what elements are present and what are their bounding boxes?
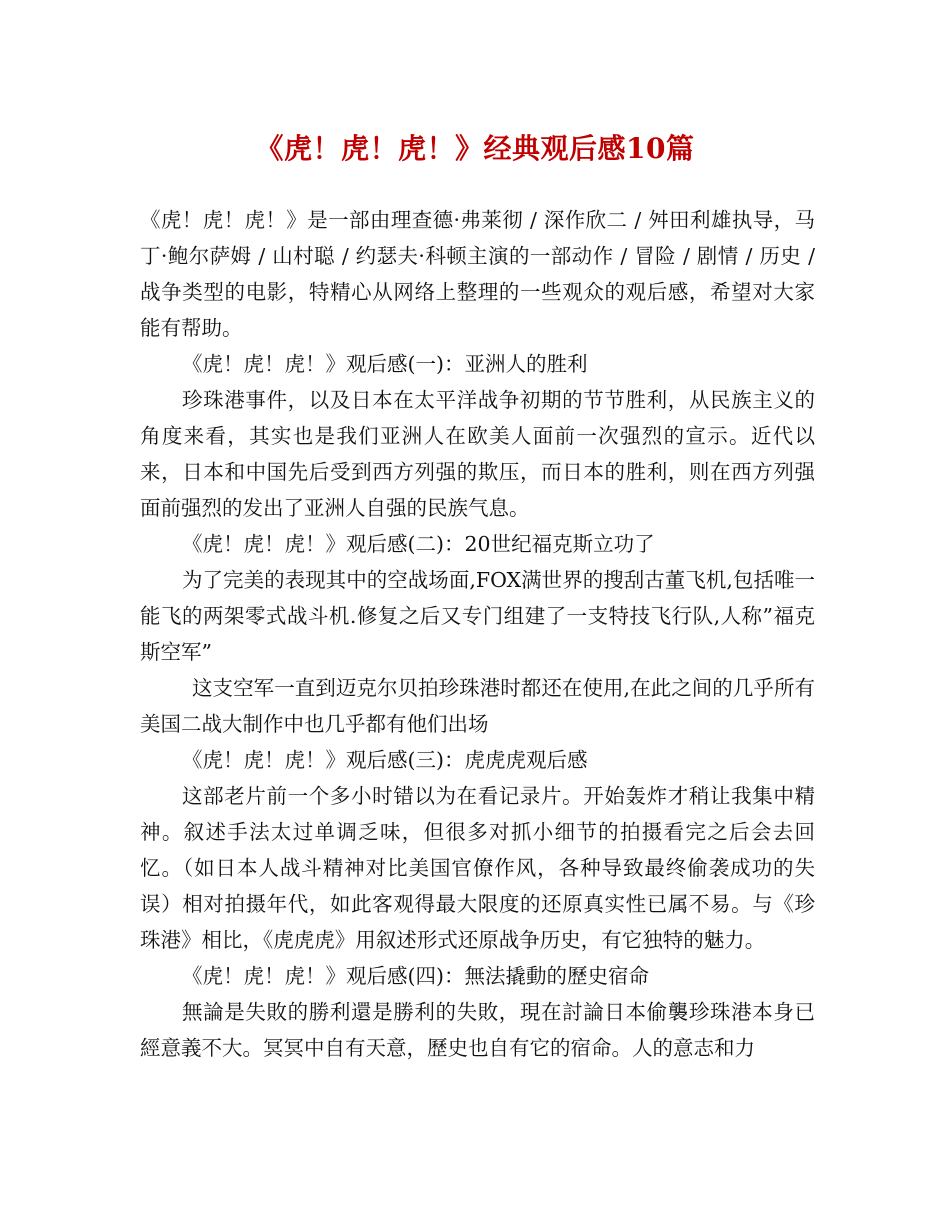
section-heading-3: 《虎！虎！虎！》观后感(三)：虎虎虎观后感	[182, 748, 588, 772]
document-body	[140, 202, 815, 1066]
section-heading-1: 《虎！虎！虎！》观后感(一)：亚洲人的胜利	[182, 352, 588, 376]
intro-paragraph: 《虎！虎！虎！》是一部由理查德·弗莱彻 / 深作欣二 / 舛田利雄执导，马丁·鲍尔萨姆 / 山村聪 / 约瑟夫·科顿主演的一部动作 / 冒险 / 剧情 / 历史 / 战争类型的电影，特精心从网络上整理的一些观众的观后感，希望对大家能有帮助。	[140, 208, 815, 340]
section-heading-4: 《虎！虎！虎！》观后感(四)：無法撬動的歷史宿命	[182, 964, 649, 988]
body-paragraph-4: 無論是失敗的勝利還是勝利的失敗，現在討論日本偷襲珍珠港本身已經意義不大。冥冥中自有天意，歷史也自有它的宿命。人的意志和力	[140, 1000, 815, 1060]
section-heading-2: 《虎！虎！虎！》观后感(二)：20世纪福克斯立功了	[182, 532, 655, 556]
document-title: 《虎！虎！虎！》经典观后感10篇	[255, 132, 695, 165]
body-paragraph-3: 这部老片前一个多小时错以为在看记录片。开始轰炸才稍让我集中精神。叙述手法太过单调乏味，但很多对抓小细节的拍摄看完之后会去回忆。（如日本人战斗精神对比美国官僚作风，各种导致最终偷袭成功的失误）相对拍摄年代，如此客观得最大限度的还原真实性已属不易。与《珍珠港》相比，《虎虎虎》用叙述形式还原战争历史，有它独特的魅力。	[140, 784, 815, 952]
body-paragraph-2b: 这支空军一直到迈克尔贝拍珍珠港时都还在使用,在此之间的几乎所有美国二战大制作中也几乎都有他们出场	[140, 676, 815, 736]
body-paragraph-1: 珍珠港事件，以及日本在太平洋战争初期的节节胜利，从民族主义的角度来看，其实也是我们亚洲人在欧美人面前一次强烈的宣示。近代以来，日本和中国先后受到西方列强的欺压，而日本的胜利，则在西方列强面前强烈的发出了亚洲人自强的民族气息。	[140, 388, 815, 520]
body-paragraph-2: 为了完美的表现其中的空战场面,FOX满世界的搜刮古董飞机,包括唯一能飞的两架零式战斗机.修复之后又专门组建了一支特技飞行队,人称”福克斯空军”	[140, 568, 815, 664]
